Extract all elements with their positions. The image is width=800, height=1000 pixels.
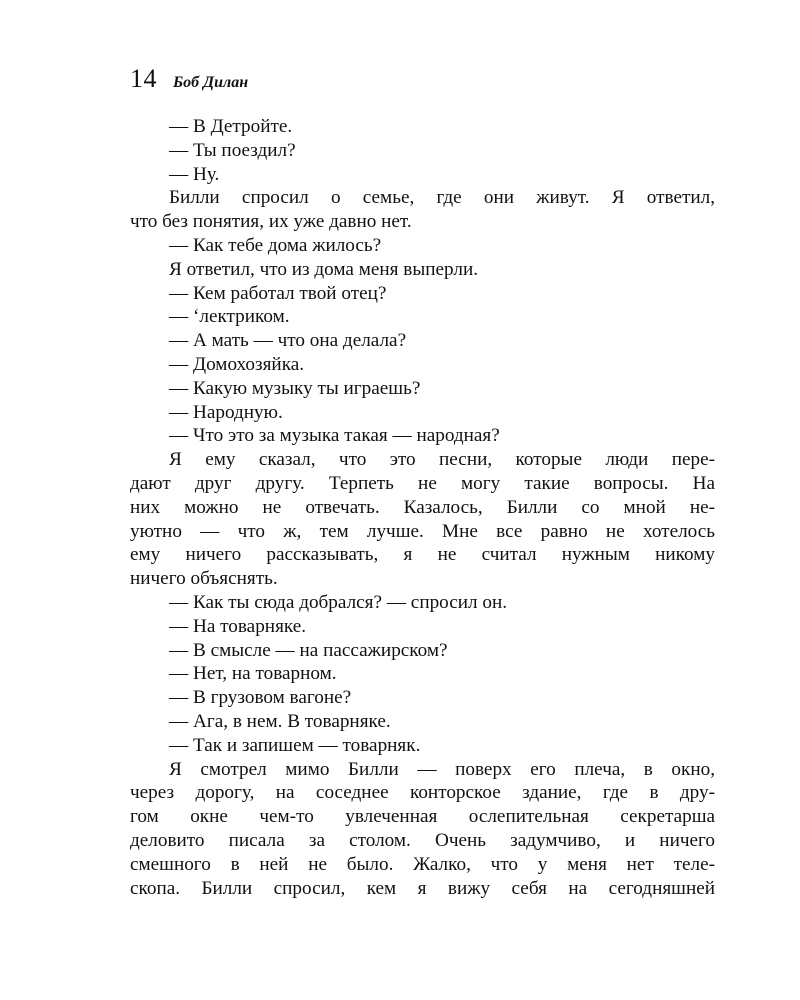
page-number: 14 — [130, 64, 157, 93]
text-line: Я ему сказал, что это песни, которые люди пере- — [169, 449, 715, 471]
text-line: них можно не отвечать. Казалось, Билли со мной не- — [130, 496, 715, 518]
text-line: — ‘лектриком. — [169, 306, 290, 328]
text-line: Билли спросил о семье, где они живут. Я ответил, — [169, 187, 715, 209]
text-line: — Домохозяйка. — [169, 353, 305, 375]
text-line: — Что это за музыка такая — народная? — [169, 425, 500, 447]
text-line: — В грузовом вагоне? — [169, 687, 352, 709]
text-line: ничего объяснять. — [130, 568, 278, 590]
text-line: — Как тебе дома жилось? — [169, 234, 382, 256]
text-line: что без понятия, их уже давно нет. — [130, 211, 412, 233]
text-line: дают друг другу. Терпеть не могу такие вопросы. На — [130, 472, 715, 494]
text-line: смешного в ней не было. Жалко, что у меня нет теле- — [130, 853, 715, 875]
text-line: — Народную. — [169, 401, 283, 423]
text-line: — В смысле — на пассажирском? — [169, 639, 448, 661]
text-line: — На товарняке. — [169, 615, 307, 637]
text-line: — В Детройте. — [169, 116, 293, 137]
text-line: — Ну. — [169, 163, 220, 185]
text-line: — Так и запишем — товарняк. — [169, 734, 421, 756]
text-line: ему ничего рассказывать, я не считал нужным никому — [130, 544, 715, 566]
text-line: уютно — что ж, тем лучше. Мне все равно не хотелось — [130, 520, 715, 542]
text-line: гом окне чем-то увлеченная ослепительная секретарша — [130, 806, 715, 828]
page-header — [130, 64, 248, 100]
text-line: — А мать — что она делала? — [169, 330, 407, 352]
text-line: — Как ты сюда добрался? — спросил он. — [169, 591, 508, 613]
text-line: Я смотрел мимо Билли — поверх его плеча, в окно, — [169, 758, 715, 780]
text-line: скопа. Билли спросил, кем я вижу себя на сегодняшней — [130, 877, 715, 899]
body-text — [130, 115, 715, 900]
text-line: — Какую музыку ты играешь? — [169, 377, 421, 399]
text-line: — Нет, на товарном. — [169, 663, 337, 685]
text-line: — Ты поездил? — [169, 139, 296, 161]
running-head-author: Боб Дилан — [173, 74, 249, 91]
text-line: деловито писала за столом. Очень задумчиво, и ничего — [130, 829, 715, 851]
text-line: — Кем работал твой отец? — [169, 282, 387, 304]
text-line: через дорогу, на соседнее конторское здание, где в дру- — [130, 782, 715, 804]
text-line: — Ага, в нем. В товарняке. — [169, 710, 391, 732]
text-line: Я ответил, что из дома меня выперли. — [169, 258, 479, 280]
